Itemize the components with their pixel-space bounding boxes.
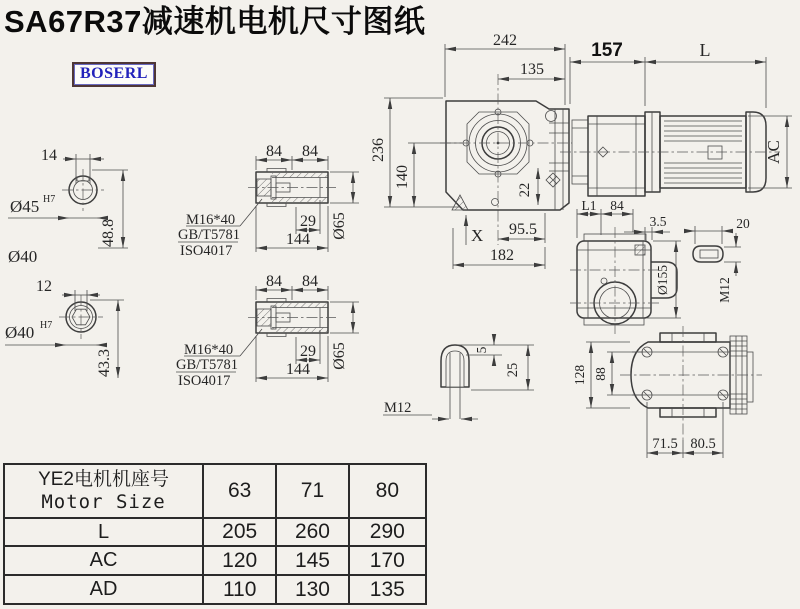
dim-22: 22 — [517, 182, 533, 198]
view-top — [572, 326, 762, 458]
view-output-shaft-top — [178, 143, 359, 259]
view-slot-detail — [684, 216, 750, 303]
dim-M12: M12 — [717, 277, 732, 303]
bolt-spec: M16*40 — [186, 212, 236, 228]
AC-71: 145 — [276, 546, 348, 575]
dim-height: 48.8 — [100, 219, 117, 247]
bolt-std-gb: GB/T5781 — [178, 227, 241, 243]
dim-bore: Ø40 — [5, 323, 35, 342]
view-output-shaft-bottom — [176, 273, 359, 389]
view-plug-detail — [383, 335, 534, 419]
dim-80-5: 80.5 — [690, 436, 716, 452]
dim-71-5: 71.5 — [652, 436, 678, 452]
dim-140: 140 — [394, 165, 411, 189]
AD-63: 110 — [203, 575, 276, 604]
dim-128: 128 — [572, 364, 587, 386]
L-63: 205 — [203, 518, 276, 546]
AC-63: 120 — [203, 546, 276, 575]
size-63: 63 — [203, 464, 276, 518]
motor-size-table — [3, 463, 427, 605]
page-title: SA67R37减速机电机尺寸图纸 — [4, 4, 426, 39]
brand-logo: BOSERL — [72, 62, 156, 87]
L-71: 260 — [276, 518, 348, 546]
AD-71: 130 — [276, 575, 348, 604]
view-shaft-section-bottom — [5, 278, 124, 378]
dim-84: 84 — [610, 198, 624, 213]
dim-L: L — [699, 40, 711, 60]
view-shaft-section-top — [8, 147, 128, 266]
dim-20: 20 — [736, 216, 750, 231]
dim-M12: M12 — [384, 400, 412, 416]
bolt-std-gb: GB/T5781 — [176, 357, 239, 373]
dim-182: 182 — [490, 247, 514, 264]
dim-bore-fit: H7 — [40, 320, 53, 331]
dim-88: 88 — [593, 367, 608, 381]
dim-dia-65: Ø65 — [331, 342, 348, 370]
dim-5: 5 — [474, 346, 489, 354]
view-front-assembly — [370, 32, 792, 269]
bolt-std-iso: ISO4017 — [180, 243, 233, 259]
dim-29: 29 — [300, 213, 316, 230]
AD-80: 135 — [349, 575, 426, 604]
bolt-std-iso: ISO4017 — [178, 373, 231, 389]
bolt-spec: M16*40 — [184, 342, 234, 358]
row-label-L: L — [4, 518, 203, 546]
dim-dia-65: Ø65 — [331, 212, 348, 240]
dim-135: 135 — [520, 61, 544, 78]
table-row — [4, 546, 426, 575]
row-label-AC: AC — [4, 546, 203, 575]
dim-dia-155: Ø155 — [655, 265, 670, 295]
dim-84b: 84 — [302, 143, 318, 160]
dim-AC: AC — [764, 140, 783, 164]
dim-25: 25 — [505, 362, 521, 378]
dim-L1: L1 — [581, 198, 597, 213]
dim-29: 29 — [300, 343, 316, 360]
dim-144: 144 — [286, 361, 310, 378]
dim-84b: 84 — [302, 273, 318, 290]
dim-x-mark: X — [471, 226, 484, 245]
dim-3-5: 3.5 — [649, 214, 667, 229]
dim-157: 157 — [591, 40, 623, 61]
dim-84a: 84 — [266, 143, 282, 160]
dim-height: 43.3 — [96, 349, 113, 377]
shaft-dia-label: Ø40 — [8, 247, 38, 266]
header-en: Motor Size — [41, 491, 166, 513]
header-cn: YE2电机机座号 — [38, 469, 169, 490]
table-row — [4, 575, 426, 604]
dim-bore: Ø45 — [10, 197, 40, 216]
table-header-label — [4, 464, 203, 518]
dim-95-5: 95.5 — [509, 221, 537, 238]
dim-key-width: 14 — [41, 147, 57, 164]
AC-80: 170 — [349, 546, 426, 575]
dim-242: 242 — [493, 32, 517, 49]
size-80: 80 — [349, 464, 426, 518]
dim-144: 144 — [286, 231, 310, 248]
dim-key-width: 12 — [36, 278, 52, 295]
row-label-AD: AD — [4, 575, 203, 604]
dim-236: 236 — [370, 138, 387, 162]
view-side — [570, 198, 681, 334]
size-71: 71 — [276, 464, 348, 518]
dim-bore-fit: H7 — [43, 194, 56, 205]
L-80: 290 — [349, 518, 426, 546]
dim-84a: 84 — [266, 273, 282, 290]
table-row — [4, 518, 426, 546]
